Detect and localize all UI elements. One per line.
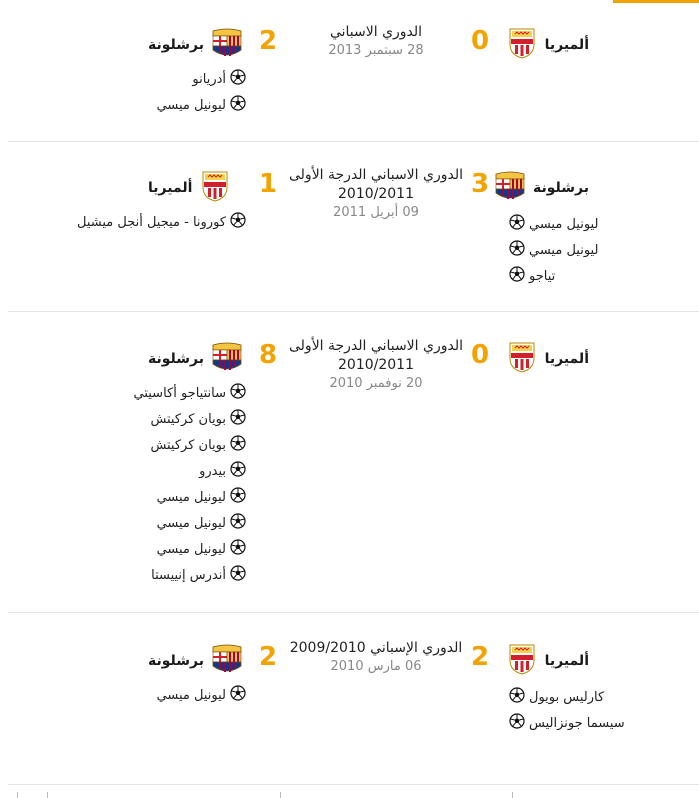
- league-name: الدوري الاسباني الدرجة الأولى 2010/2011: [289, 338, 463, 373]
- soccer-ball-icon: [230, 487, 246, 507]
- home-team-name: ألميريا: [544, 653, 589, 669]
- soccer-ball-icon: [230, 383, 246, 403]
- home-team-name: برشلونة: [533, 180, 589, 196]
- scorer-name: كارليس بويول: [529, 689, 605, 705]
- home-team-name: ألميريا: [544, 37, 589, 53]
- league-name: الدوري الاسباني: [329, 24, 423, 40]
- away-scorer: [157, 685, 246, 705]
- match-date: 06 مارس 2010: [330, 659, 422, 674]
- match-row[interactable]: [8, 312, 699, 613]
- soccer-ball-icon: [509, 266, 525, 286]
- soccer-ball-icon: [230, 212, 246, 232]
- ruler-tick: [512, 792, 513, 798]
- match-date: 28 سبتمبر 2013: [328, 43, 424, 58]
- soccer-ball-icon: [509, 713, 525, 733]
- away-score: 1: [258, 169, 278, 199]
- away-scorer: [157, 95, 246, 115]
- barcelona-crest-icon: [210, 340, 244, 378]
- home-team[interactable]: [505, 340, 589, 378]
- home-score: 0: [470, 26, 490, 56]
- scorer-name: ليونيل ميسي: [156, 97, 226, 113]
- away-score: 2: [258, 26, 278, 56]
- scorer-name: سيسما جونزاليس: [529, 715, 625, 731]
- home-scorer: [509, 687, 604, 707]
- scorer-name: بويان كركيتش: [150, 437, 226, 453]
- scorer-name: ليونيل ميسي: [529, 242, 599, 258]
- match-info: [276, 639, 476, 676]
- home-scorer: [509, 713, 625, 733]
- away-scorer: [157, 513, 246, 533]
- away-score: 2: [258, 642, 278, 672]
- match-row[interactable]: [8, 0, 699, 142]
- scorer-name: كورونا - ميجيل أنجل ميشيل: [76, 214, 226, 230]
- away-scorer: [77, 212, 246, 232]
- away-scorer: [157, 487, 246, 507]
- away-scorer: [157, 539, 246, 559]
- match-info: [276, 23, 476, 60]
- away-scorer: [151, 565, 246, 585]
- scorer-name: بيدرو: [199, 463, 226, 479]
- away-team-name: برشلونة: [148, 351, 204, 367]
- away-team-name: برشلونة: [148, 653, 204, 669]
- away-team-name: برشلونة: [148, 37, 204, 53]
- soccer-ball-icon: [230, 539, 246, 559]
- home-score: 0: [470, 340, 490, 370]
- almeria-crest-icon: [198, 169, 232, 207]
- scorer-name: ليونيل ميسي: [156, 515, 226, 531]
- almeria-crest-icon: [505, 642, 539, 680]
- soccer-ball-icon: [230, 685, 246, 705]
- soccer-ball-icon: [230, 95, 246, 115]
- soccer-ball-icon: [509, 214, 525, 234]
- match-row[interactable]: [8, 613, 699, 785]
- soccer-ball-icon: [230, 461, 246, 481]
- almeria-crest-icon: [505, 26, 539, 64]
- soccer-ball-icon: [509, 687, 525, 707]
- scorer-name: أندرس إنييستا: [151, 567, 226, 583]
- ruler-tick: [47, 792, 48, 798]
- away-scorer: [134, 383, 247, 403]
- soccer-ball-icon: [230, 513, 246, 533]
- scorer-name: سانتياجو أكاسيتي: [133, 385, 226, 401]
- match-info: [276, 166, 476, 222]
- scorer-name: أدريانو: [192, 71, 226, 87]
- soccer-ball-icon: [230, 409, 246, 429]
- home-team[interactable]: [505, 26, 589, 64]
- home-score: 2: [470, 642, 490, 672]
- match-date: 20 نوفمبر 2010: [329, 376, 423, 391]
- soccer-ball-icon: [230, 435, 246, 455]
- away-team[interactable]: [148, 340, 244, 378]
- barcelona-crest-icon: [210, 642, 244, 680]
- match-date: 09 أبريل 2011: [333, 205, 419, 220]
- away-scorer: [150, 409, 246, 429]
- scorer-name: ليونيل ميسي: [156, 489, 226, 505]
- home-scorer: [509, 266, 555, 286]
- ruler-tick: [280, 792, 281, 798]
- away-team[interactable]: [148, 169, 232, 207]
- soccer-ball-icon: [509, 240, 525, 260]
- bottom-ruler: [0, 792, 699, 798]
- away-scorer: [150, 435, 246, 455]
- scorer-name: بويان كركيتش: [150, 411, 226, 427]
- league-name: الدوري الاسباني الدرجة الأولى 2010/2011: [289, 167, 463, 202]
- barcelona-crest-icon: [210, 26, 244, 64]
- home-team[interactable]: [493, 169, 589, 207]
- ruler-tick: [17, 792, 18, 798]
- home-scorer: [509, 214, 598, 234]
- almeria-crest-icon: [505, 340, 539, 378]
- soccer-ball-icon: [230, 69, 246, 89]
- away-scorer: [192, 69, 246, 89]
- match-row[interactable]: [8, 142, 699, 312]
- away-scorer: [199, 461, 246, 481]
- scorer-name: ليونيل ميسي: [156, 687, 226, 703]
- away-team-name: ألميريا: [148, 180, 193, 196]
- away-team[interactable]: [148, 642, 244, 680]
- soccer-ball-icon: [230, 565, 246, 585]
- match-info: [276, 337, 476, 393]
- home-team[interactable]: [505, 642, 589, 680]
- scorer-name: ليونيل ميسي: [156, 541, 226, 557]
- away-score: 8: [258, 340, 278, 370]
- home-scorer: [509, 240, 598, 260]
- league-name: الدوري الإسباني 2009/2010: [289, 640, 463, 656]
- away-team[interactable]: [148, 26, 244, 64]
- scorer-name: تياجو: [529, 268, 556, 284]
- scorer-name: ليونيل ميسي: [529, 216, 599, 232]
- home-team-name: ألميريا: [544, 351, 589, 367]
- barcelona-crest-icon: [493, 169, 527, 207]
- home-score: 3: [470, 169, 490, 199]
